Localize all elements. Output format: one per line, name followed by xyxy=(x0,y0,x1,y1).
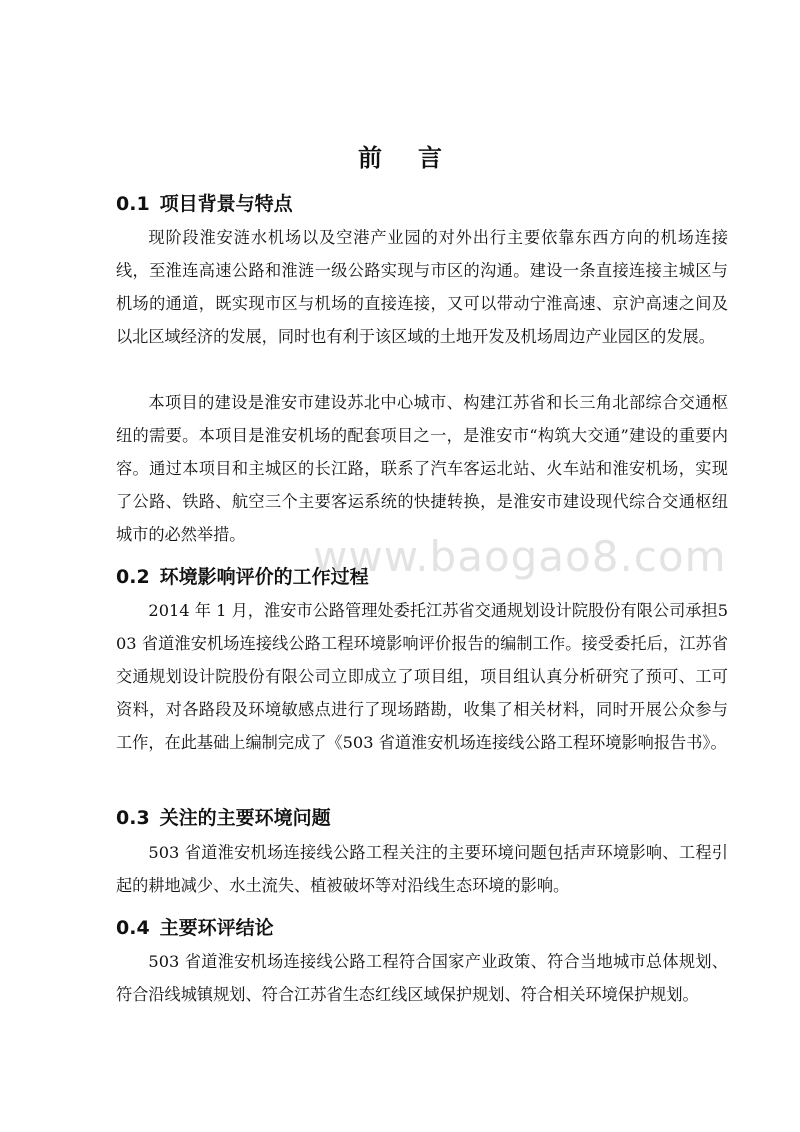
section-0-4-body xyxy=(116,945,728,1011)
paragraph: 本项目的建设是淮安市建设苏北中心城市、构建江苏省和长三角北部综合交通枢纽的需要。本项目是淮安机场的配套项目之一，是淮安市“构筑大交通”建设的重要内容。通过本项目和主城区的长江路，联系了汽车客运北站、火车站和淮安机场，实现了公路、铁路、航空三个主要客运系统的快捷转换，是淮安市建设现代综合交通枢纽城市的必然举措。 xyxy=(116,393,728,544)
section-0-4 xyxy=(116,915,728,941)
section-heading xyxy=(116,915,728,941)
section-0-1-body-2 xyxy=(116,386,728,551)
section-0-3-body xyxy=(116,836,728,902)
page-title xyxy=(0,138,800,173)
paragraph: 503 省道淮安机场连接线公路工程符合国家产业政策、符合当地城市总体规划、符合沿线城镇规划、符合江苏省生态红线区域保护规划、符合相关环境保护规划。 xyxy=(116,952,728,1004)
section-0-2 xyxy=(116,564,728,590)
section-title: 环境影响评价的工作过程 xyxy=(159,566,369,588)
section-heading xyxy=(116,191,728,217)
paragraph: 现阶段淮安涟水机场以及空港产业园的对外出行主要依靠东西方向的机场连接线，至淮连高速公路和淮涟一级公路实现与市区的沟通。建设一条直接连接主城区与机场的通道，既实现市区与机场的直接连接，又可以带动宁淮高速、京沪高速之间及以北区域经济的发展，同时也有利于该区域的土地开发及机场周边产业园区的发展。 xyxy=(116,228,728,346)
section-number: 0.2 xyxy=(116,566,150,588)
section-number: 0.3 xyxy=(116,807,150,829)
section-0-1-body xyxy=(116,221,728,353)
section-title: 主要环评结论 xyxy=(159,917,274,939)
section-0-1 xyxy=(116,191,728,217)
paragraph: 503 省道淮安机场连接线公路工程关注的主要环境问题包括声环境影响、工程引起的耕地减少、水土流失、植被破坏等对沿线生态环境的影响。 xyxy=(116,843,728,895)
section-0-3 xyxy=(116,805,728,831)
section-heading xyxy=(116,805,728,831)
section-0-2-body xyxy=(116,594,728,759)
watermark: www.baogao8.com xyxy=(313,532,727,581)
section-number: 0.4 xyxy=(116,917,150,939)
section-title: 关注的主要环境问题 xyxy=(159,807,331,829)
title-char-2: 言 xyxy=(418,144,442,172)
section-heading xyxy=(116,564,728,590)
section-title: 项目背景与特点 xyxy=(159,193,293,215)
paragraph: 2014 年 1 月，淮安市公路管理处委托江苏省交通规划设计院股份有限公司承担503 省道淮安机场连接线公路工程环境影响评价报告的编制工作。接受委托后，江苏省交通规划设计院股份有限公司立即成立了项目组，项目组认真分析研究了预可、工可资料，对各路段及环境敏感点进行了现场踏勘，收集了相关材料，同时开展公众参与工作，在此基础上编制完成了《503 省道淮安机场连接线公路工程环境影响报告书》。 xyxy=(116,601,728,752)
title-char-1: 前 xyxy=(358,144,382,172)
section-number: 0.1 xyxy=(116,193,150,215)
